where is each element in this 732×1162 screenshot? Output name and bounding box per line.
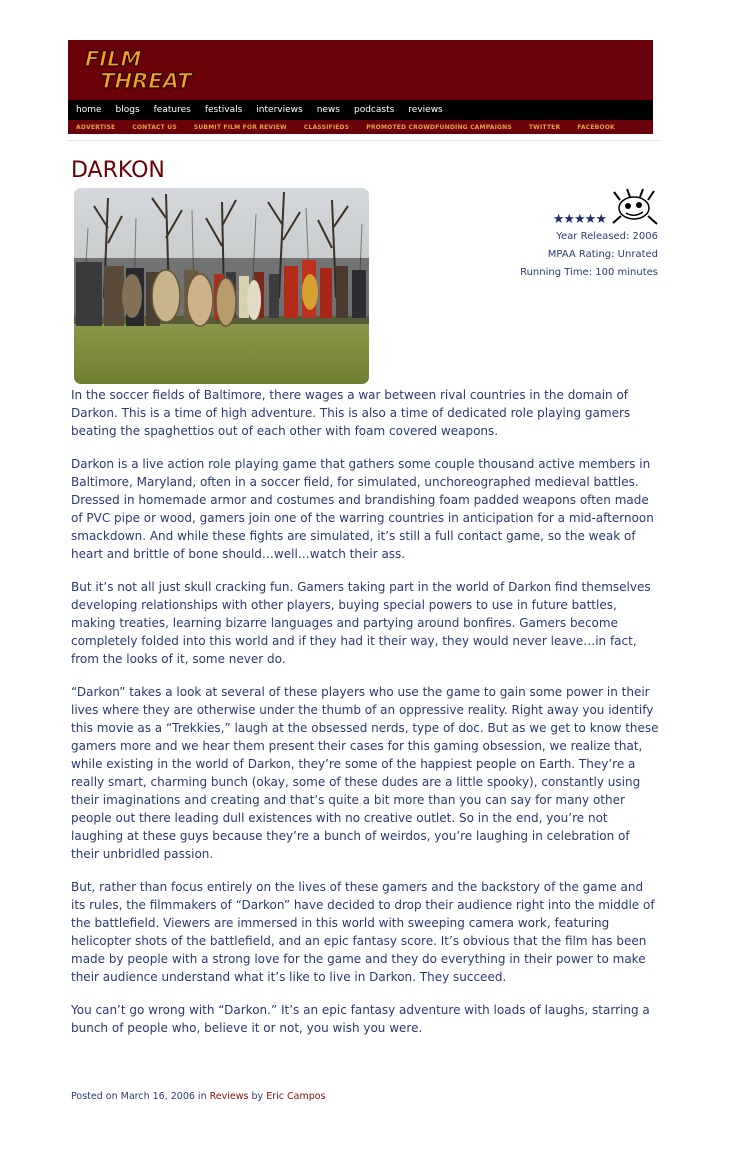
nav-news[interactable]: news	[316, 105, 340, 115]
year-released: Year Released: 2006	[556, 231, 658, 242]
film-meta	[520, 186, 658, 282]
nav-podcasts[interactable]: podcasts	[353, 105, 395, 115]
subnav-classifieds[interactable]: CLASSIFIEDS	[303, 123, 350, 131]
nav-festivals[interactable]: festivals	[204, 105, 243, 115]
mpaa-rating: MPAA Rating: Unrated	[547, 249, 658, 260]
author-link[interactable]: Eric Campos	[266, 1091, 326, 1102]
header-banner	[68, 40, 653, 100]
article-paragraph: “Darkon” takes a look at several of these players who use the game to gain some power in their lives where they are otherwise under the thumb of an oppressive reality. Right away you identify this movie as a “Trekkies,” laugh at the obsessed nerds, type of doc. But as we get to know these gamers more and we hear them present their cases for this gaming obsession, we realize that, while existing in the world of Darkon, they’re some of the happiest people on Earth. They’re a really smart, charming bunch (okay, some of these dudes are a little spooky), constantly using their imaginations and creating and that’s quite a bit more than you can say for many other people out there leading dull existences with no creative outlet. So in the end, you’re not laughing at these guys because they’re a bunch of weirdos, you’re laughing in celebration of their unbridled passion.	[71, 685, 659, 861]
subnav-contact-us[interactable]: CONTACT US	[132, 123, 177, 131]
article-title: DARKON	[71, 158, 165, 183]
running-time: Running Time: 100 minutes	[520, 267, 658, 278]
film-threat-logo[interactable]	[74, 44, 224, 94]
secondary-nav	[68, 120, 653, 134]
star-rating-icon: ★★★★★	[552, 212, 606, 227]
article-paragraph: Darkon is a live action role playing game that gathers some couple thousand active members in Baltimore, Maryland, often in a soccer field, for simulated, unchoreographed medieval battles. Dressed in homemade armor and costumes and brandishing foam padded weapons often made of PVC pipe or wood, gamers join one of the warring countries in anticipation for a mid-afternoon smackdown. And while these fights are simulated, it’s still a full contact game, so the weak of heart and brittle of bone should…well…watch their ass.	[71, 457, 654, 561]
header-divider	[68, 140, 660, 141]
nav-home[interactable]: home	[76, 105, 102, 115]
article-paragraph: But, rather than focus entirely on the lives of these gamers and the backstory of the game and its rules, the filmmakers of “Darkon” have decided to drop their audience right into the middle of the battlefield. Viewers are immersed in this world with sweeping camera work, featuring helicopter shots of the battlefield, and an epic fantasy score. It’s obvious that the film has been made by people with a strong love for the game and they do everything in their power to make their audience understand what it’s like to live in Darkon. They succeed.	[71, 880, 655, 984]
subnav-submit-film[interactable]: SUBMIT FILM FOR REVIEW	[193, 123, 287, 131]
article-paragraph: In the soccer fields of Baltimore, there wages a war between rival countries in the domain of Darkon. This is a time of high adventure. This is also a time of dedicated role playing gamers beating the spaghettios out of each other with foam covered weapons.	[71, 388, 631, 438]
nav-reviews[interactable]: reviews	[408, 105, 443, 115]
subnav-facebook[interactable]: FACEBOOK	[577, 123, 615, 131]
article-body	[71, 386, 661, 1052]
nav-blogs[interactable]: blogs	[115, 105, 140, 115]
main-nav	[68, 100, 653, 120]
nav-interviews[interactable]: interviews	[256, 105, 303, 115]
subnav-crowdfunding[interactable]: PROMOTED CROWDFUNDING CAMPAIGNS	[366, 123, 512, 131]
post-footer	[71, 1091, 326, 1102]
article-paragraph: You can’t go wrong with “Darkon.” It’s an epic fantasy adventure with loads of laughs, starring a bunch of people who, believe it or not, you wish you were.	[71, 1003, 650, 1035]
rating-row	[520, 186, 658, 228]
category-link[interactable]: Reviews	[209, 1091, 249, 1102]
svg-text:THREAT: THREAT	[97, 69, 194, 94]
article-paragraph: But it’s not all just skull cracking fun. Gamers taking part in the world of Darkon find themselves developing relationships with other players, buying special powers to use in future battles, making treaties, learning bizarre languages and partying around bonfires. Gamers become completely folded into this world and if they had it their way, they would never leave…in fact, from the looks of it, some never do.	[71, 580, 651, 666]
site-header	[68, 40, 653, 134]
subnav-twitter[interactable]: TWITTER	[528, 123, 561, 131]
nav-features[interactable]: features	[153, 105, 191, 115]
rating-mascot-icon	[612, 188, 658, 228]
by-label: by	[251, 1091, 264, 1102]
film-still-image	[74, 188, 369, 384]
svg-text:FILM: FILM	[82, 47, 144, 72]
subnav-advertise[interactable]: ADVERTISE	[76, 123, 116, 131]
posted-date: Posted on March 16, 2006 in	[71, 1091, 207, 1102]
